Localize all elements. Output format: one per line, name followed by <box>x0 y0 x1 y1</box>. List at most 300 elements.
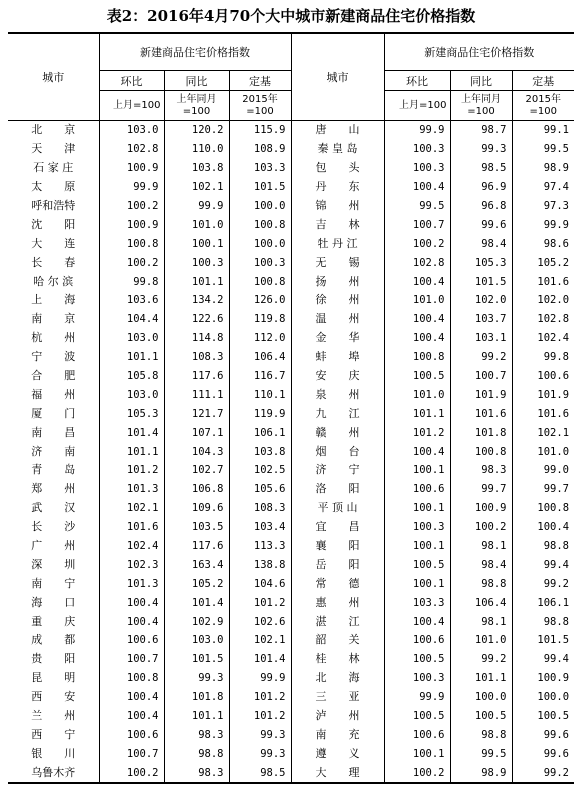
right-mom-cell: 101.1 <box>384 404 450 423</box>
left-fixed-cell: 104.6 <box>229 574 291 593</box>
left-yoy-cell: 111.1 <box>164 385 229 404</box>
left-city-cell: 乌鲁木齐 <box>31 765 76 779</box>
left-mom-cell: 100.2 <box>99 253 164 272</box>
fixed-base-left: 2015年=100 <box>229 91 291 121</box>
right-city-cell: 三 亚 <box>291 688 384 707</box>
left-fixed-cell: 100.0 <box>229 234 291 253</box>
right-mom-cell: 100.6 <box>384 631 450 650</box>
right-fixed-cell: 101.0 <box>512 442 574 461</box>
left-yoy-cell: 101.5 <box>164 650 229 669</box>
left-fixed-cell: 103.3 <box>229 159 291 178</box>
right-city-cell: 宜 昌 <box>291 518 384 537</box>
right-fixed-cell: 98.8 <box>512 612 574 631</box>
fixed-header-left: 定基 <box>229 71 291 91</box>
left-mom-cell: 101.2 <box>99 461 164 480</box>
left-yoy-cell: 98.3 <box>164 763 229 783</box>
left-mom-cell: 100.7 <box>99 744 164 763</box>
left-city-cell: 厦 门 <box>31 406 76 420</box>
city-header-right: 城市 <box>291 33 384 121</box>
right-mom-cell: 100.7 <box>384 215 450 234</box>
right-mom-cell: 102.8 <box>384 253 450 272</box>
left-city-cell: 哈 尔 滨 <box>33 274 74 288</box>
right-city-cell: 襄 阳 <box>291 537 384 556</box>
table-row <box>8 744 574 763</box>
left-mom-cell: 101.3 <box>99 480 164 499</box>
right-mom-cell: 100.1 <box>384 744 450 763</box>
right-fixed-cell: 99.2 <box>512 574 574 593</box>
left-city-cell: 宁 波 <box>31 350 76 364</box>
right-mom-cell: 100.4 <box>384 272 450 291</box>
right-city-cell: 泸 州 <box>291 707 384 726</box>
left-mom-cell: 102.4 <box>99 537 164 556</box>
left-fixed-cell: 105.6 <box>229 480 291 499</box>
left-yoy-cell: 122.6 <box>164 310 229 329</box>
left-city-cell: 广 州 <box>31 539 76 553</box>
right-fixed-cell: 99.7 <box>512 480 574 499</box>
right-city-cell: 牡 丹 江 <box>291 234 384 253</box>
right-yoy-cell: 99.3 <box>450 140 512 159</box>
right-fixed-cell: 98.8 <box>512 537 574 556</box>
left-city-cell: 大 连 <box>31 236 76 250</box>
right-fixed-cell: 100.0 <box>512 688 574 707</box>
left-fixed-cell: 100.3 <box>229 253 291 272</box>
left-mom-cell: 103.6 <box>99 291 164 310</box>
left-city-cell: 成 都 <box>31 633 76 647</box>
right-yoy-cell: 98.7 <box>450 121 512 140</box>
left-city-cell: 郑 州 <box>31 482 76 496</box>
right-mom-cell: 100.6 <box>384 480 450 499</box>
left-fixed-cell: 106.4 <box>229 348 291 367</box>
right-city-cell: 徐 州 <box>291 291 384 310</box>
right-mom-cell: 100.3 <box>384 518 450 537</box>
left-yoy-cell: 163.4 <box>164 555 229 574</box>
left-fixed-cell: 102.1 <box>229 631 291 650</box>
right-mom-cell: 100.3 <box>384 669 450 688</box>
left-fixed-cell: 100.8 <box>229 215 291 234</box>
index-group-header-left: 新建商品住宅价格指数 <box>99 33 291 71</box>
right-city-cell: 平 顶 山 <box>291 499 384 518</box>
right-city-cell: 岳 阳 <box>291 555 384 574</box>
left-fixed-cell: 119.8 <box>229 310 291 329</box>
left-yoy-cell: 109.6 <box>164 499 229 518</box>
table-row <box>8 555 574 574</box>
left-mom-cell: 105.8 <box>99 367 164 386</box>
left-mom-cell: 100.4 <box>99 612 164 631</box>
right-yoy-cell: 103.1 <box>450 329 512 348</box>
right-yoy-cell: 100.5 <box>450 707 512 726</box>
right-city-cell: 金 华 <box>291 329 384 348</box>
right-fixed-cell: 97.3 <box>512 197 574 216</box>
left-fixed-cell: 119.9 <box>229 404 291 423</box>
right-mom-cell: 100.3 <box>384 159 450 178</box>
table-row <box>8 574 574 593</box>
table-row <box>8 499 574 518</box>
left-yoy-cell: 102.1 <box>164 178 229 197</box>
index-group-header-right: 新建商品住宅价格指数 <box>384 33 574 71</box>
right-fixed-cell: 100.9 <box>512 669 574 688</box>
left-yoy-cell: 107.1 <box>164 423 229 442</box>
right-fixed-cell: 99.5 <box>512 140 574 159</box>
table-row <box>8 404 574 423</box>
table-row <box>8 140 574 159</box>
right-mom-cell: 100.5 <box>384 707 450 726</box>
left-city-cell: 昆 明 <box>31 671 76 685</box>
table-row <box>8 272 574 291</box>
left-mom-cell: 101.1 <box>99 348 164 367</box>
left-fixed-cell: 103.8 <box>229 442 291 461</box>
left-mom-cell: 100.9 <box>99 159 164 178</box>
right-yoy-cell: 98.4 <box>450 234 512 253</box>
right-fixed-cell: 99.8 <box>512 348 574 367</box>
right-city-cell: 九 江 <box>291 404 384 423</box>
left-yoy-cell: 117.6 <box>164 537 229 556</box>
right-yoy-cell: 98.9 <box>450 763 512 783</box>
left-fixed-cell: 103.4 <box>229 518 291 537</box>
right-yoy-cell: 102.0 <box>450 291 512 310</box>
yoy-header-left: 同比 <box>164 71 229 91</box>
table-row <box>8 612 574 631</box>
left-fixed-cell: 113.3 <box>229 537 291 556</box>
table-row <box>8 423 574 442</box>
right-yoy-cell: 99.2 <box>450 650 512 669</box>
left-yoy-cell: 114.8 <box>164 329 229 348</box>
right-yoy-cell: 99.5 <box>450 744 512 763</box>
table-row <box>8 234 574 253</box>
left-mom-cell: 99.8 <box>99 272 164 291</box>
right-yoy-cell: 101.1 <box>450 669 512 688</box>
right-city-cell: 安 庆 <box>291 367 384 386</box>
fixed-header-right: 定基 <box>512 71 574 91</box>
left-city-cell: 天 津 <box>31 142 76 156</box>
left-fixed-cell: 116.7 <box>229 367 291 386</box>
table-row <box>8 310 574 329</box>
left-city-cell: 石 家 庄 <box>33 161 74 175</box>
left-fixed-cell: 100.8 <box>229 272 291 291</box>
right-fixed-cell: 99.6 <box>512 744 574 763</box>
left-mom-cell: 100.8 <box>99 234 164 253</box>
right-fixed-cell: 99.9 <box>512 215 574 234</box>
table-row <box>8 631 574 650</box>
left-yoy-cell: 121.7 <box>164 404 229 423</box>
right-fixed-cell: 106.1 <box>512 593 574 612</box>
left-fixed-cell: 100.0 <box>229 197 291 216</box>
right-mom-cell: 99.9 <box>384 688 450 707</box>
right-city-cell: 包 头 <box>291 159 384 178</box>
yoy-header-right: 同比 <box>450 71 512 91</box>
right-city-cell: 洛 阳 <box>291 480 384 499</box>
left-city-cell: 呼和浩特 <box>31 199 76 212</box>
right-city-cell: 湛 江 <box>291 612 384 631</box>
left-yoy-cell: 103.0 <box>164 631 229 650</box>
left-yoy-cell: 104.3 <box>164 442 229 461</box>
left-fixed-cell: 138.8 <box>229 555 291 574</box>
left-yoy-cell: 98.3 <box>164 726 229 745</box>
left-city-cell: 长 春 <box>31 255 76 269</box>
left-city-cell: 沈 阳 <box>31 217 76 231</box>
table-row <box>8 763 574 783</box>
right-fixed-cell: 100.4 <box>512 518 574 537</box>
yoy-base-left: 上年同月=100 <box>164 91 229 121</box>
left-yoy-cell: 99.3 <box>164 669 229 688</box>
table-row <box>8 461 574 480</box>
left-mom-cell: 105.3 <box>99 404 164 423</box>
left-yoy-cell: 98.8 <box>164 744 229 763</box>
right-fixed-cell: 101.6 <box>512 272 574 291</box>
right-fixed-cell: 105.2 <box>512 253 574 272</box>
left-city-cell: 深 圳 <box>31 557 76 571</box>
left-fixed-cell: 126.0 <box>229 291 291 310</box>
left-fixed-cell: 112.0 <box>229 329 291 348</box>
table-row <box>8 367 574 386</box>
right-fixed-cell: 98.6 <box>512 234 574 253</box>
right-mom-cell: 99.9 <box>384 121 450 140</box>
left-city-cell: 重 庆 <box>31 614 76 628</box>
left-fixed-cell: 106.1 <box>229 423 291 442</box>
left-fixed-cell: 101.4 <box>229 650 291 669</box>
left-yoy-cell: 134.2 <box>164 291 229 310</box>
left-city-cell: 长 沙 <box>31 520 76 534</box>
right-mom-cell: 101.0 <box>384 385 450 404</box>
left-fixed-cell: 101.2 <box>229 688 291 707</box>
right-yoy-cell: 98.4 <box>450 555 512 574</box>
left-mom-cell: 103.0 <box>99 329 164 348</box>
right-fixed-cell: 100.6 <box>512 367 574 386</box>
right-fixed-cell: 99.4 <box>512 650 574 669</box>
table-row <box>8 329 574 348</box>
right-mom-cell: 100.4 <box>384 329 450 348</box>
left-city-cell: 西 安 <box>31 690 76 704</box>
left-city-cell: 杭 州 <box>31 331 76 345</box>
left-mom-cell: 101.6 <box>99 518 164 537</box>
right-city-cell: 桂 林 <box>291 650 384 669</box>
left-mom-cell: 101.1 <box>99 442 164 461</box>
right-yoy-cell: 99.2 <box>450 348 512 367</box>
right-city-cell: 遵 义 <box>291 744 384 763</box>
right-fixed-cell: 99.6 <box>512 726 574 745</box>
right-mom-cell: 100.8 <box>384 348 450 367</box>
table-row <box>8 688 574 707</box>
right-city-cell: 大 理 <box>291 763 384 783</box>
city-header-left: 城市 <box>8 33 99 121</box>
table-row <box>8 348 574 367</box>
right-fixed-cell: 99.1 <box>512 121 574 140</box>
right-yoy-cell: 103.7 <box>450 310 512 329</box>
table-body <box>8 121 574 784</box>
left-fixed-cell: 99.9 <box>229 669 291 688</box>
right-yoy-cell: 101.6 <box>450 404 512 423</box>
right-yoy-cell: 98.1 <box>450 537 512 556</box>
left-city-cell: 合 肥 <box>31 369 76 383</box>
right-mom-cell: 100.4 <box>384 310 450 329</box>
right-mom-cell: 100.1 <box>384 537 450 556</box>
left-city-cell: 西 宁 <box>31 727 76 741</box>
right-yoy-cell: 100.7 <box>450 367 512 386</box>
table-row <box>8 650 574 669</box>
table-row <box>8 480 574 499</box>
price-index-table <box>8 32 574 784</box>
table-row <box>8 215 574 234</box>
mom-base-right: 上月=100 <box>384 91 450 121</box>
right-mom-cell: 100.4 <box>384 442 450 461</box>
left-city-cell: 南 京 <box>31 312 76 326</box>
right-city-cell: 常 德 <box>291 574 384 593</box>
right-city-cell: 吉 林 <box>291 215 384 234</box>
right-yoy-cell: 96.9 <box>450 178 512 197</box>
right-fixed-cell: 101.9 <box>512 385 574 404</box>
left-mom-cell: 100.4 <box>99 688 164 707</box>
table-row <box>8 291 574 310</box>
table-row <box>8 121 574 140</box>
right-city-cell: 唐 山 <box>291 121 384 140</box>
right-mom-cell: 100.2 <box>384 763 450 783</box>
right-fixed-cell: 102.1 <box>512 423 574 442</box>
right-mom-cell: 100.1 <box>384 499 450 518</box>
left-yoy-cell: 108.3 <box>164 348 229 367</box>
table-row <box>8 707 574 726</box>
right-city-cell: 泉 州 <box>291 385 384 404</box>
right-city-cell: 北 海 <box>291 669 384 688</box>
right-fixed-cell: 99.4 <box>512 555 574 574</box>
left-mom-cell: 101.4 <box>99 423 164 442</box>
left-fixed-cell: 98.5 <box>229 763 291 783</box>
right-city-cell: 蚌 埠 <box>291 348 384 367</box>
right-mom-cell: 101.0 <box>384 291 450 310</box>
right-mom-cell: 99.5 <box>384 197 450 216</box>
table-row <box>8 159 574 178</box>
right-yoy-cell: 100.9 <box>450 499 512 518</box>
left-city-cell: 海 口 <box>31 595 76 609</box>
right-yoy-cell: 100.0 <box>450 688 512 707</box>
left-mom-cell: 100.4 <box>99 593 164 612</box>
left-mom-cell: 100.4 <box>99 707 164 726</box>
left-fixed-cell: 101.2 <box>229 593 291 612</box>
right-yoy-cell: 100.8 <box>450 442 512 461</box>
mom-base-left: 上月=100 <box>99 91 164 121</box>
left-mom-cell: 102.3 <box>99 555 164 574</box>
left-mom-cell: 100.6 <box>99 631 164 650</box>
table-row <box>8 385 574 404</box>
left-yoy-cell: 100.3 <box>164 253 229 272</box>
left-fixed-cell: 102.6 <box>229 612 291 631</box>
left-city-cell: 太 原 <box>31 180 76 194</box>
left-mom-cell: 102.1 <box>99 499 164 518</box>
left-city-cell: 青 岛 <box>31 463 76 477</box>
left-yoy-cell: 110.0 <box>164 140 229 159</box>
right-mom-cell: 101.2 <box>384 423 450 442</box>
left-city-cell: 南 宁 <box>31 576 76 590</box>
mom-header-right: 环比 <box>384 71 450 91</box>
left-city-cell: 上 海 <box>31 293 76 307</box>
right-yoy-cell: 101.0 <box>450 631 512 650</box>
right-city-cell: 南 充 <box>291 726 384 745</box>
left-fixed-cell: 101.2 <box>229 707 291 726</box>
left-yoy-cell: 101.0 <box>164 215 229 234</box>
left-city-cell: 北 京 <box>31 123 76 137</box>
left-mom-cell: 100.8 <box>99 669 164 688</box>
table-row <box>8 537 574 556</box>
left-yoy-cell: 99.9 <box>164 197 229 216</box>
left-city-cell: 南 昌 <box>31 425 76 439</box>
left-mom-cell: 100.2 <box>99 197 164 216</box>
left-yoy-cell: 117.6 <box>164 367 229 386</box>
right-mom-cell: 100.1 <box>384 461 450 480</box>
right-city-cell: 烟 台 <box>291 442 384 461</box>
left-fixed-cell: 108.3 <box>229 499 291 518</box>
right-mom-cell: 100.2 <box>384 234 450 253</box>
right-yoy-cell: 101.9 <box>450 385 512 404</box>
left-mom-cell: 102.8 <box>99 140 164 159</box>
left-yoy-cell: 120.2 <box>164 121 229 140</box>
right-fixed-cell: 100.8 <box>512 499 574 518</box>
left-fixed-cell: 108.9 <box>229 140 291 159</box>
right-fixed-cell: 102.0 <box>512 291 574 310</box>
right-mom-cell: 103.3 <box>384 593 450 612</box>
right-fixed-cell: 101.5 <box>512 631 574 650</box>
table-row <box>8 518 574 537</box>
left-yoy-cell: 100.1 <box>164 234 229 253</box>
left-yoy-cell: 103.5 <box>164 518 229 537</box>
left-mom-cell: 100.2 <box>99 763 164 783</box>
left-mom-cell: 103.0 <box>99 385 164 404</box>
left-yoy-cell: 105.2 <box>164 574 229 593</box>
yoy-base-right: 上年同月=100 <box>450 91 512 121</box>
right-mom-cell: 100.4 <box>384 178 450 197</box>
left-yoy-cell: 101.1 <box>164 707 229 726</box>
right-city-cell: 赣 州 <box>291 423 384 442</box>
left-yoy-cell: 106.8 <box>164 480 229 499</box>
right-yoy-cell: 99.6 <box>450 215 512 234</box>
table-row <box>8 669 574 688</box>
right-yoy-cell: 98.3 <box>450 461 512 480</box>
right-city-cell: 温 州 <box>291 310 384 329</box>
right-yoy-cell: 101.8 <box>450 423 512 442</box>
left-mom-cell: 103.0 <box>99 121 164 140</box>
right-city-cell: 济 宁 <box>291 461 384 480</box>
right-city-cell: 秦 皇 岛 <box>291 140 384 159</box>
table-row <box>8 197 574 216</box>
right-yoy-cell: 98.8 <box>450 574 512 593</box>
mom-header-left: 环比 <box>99 71 164 91</box>
left-yoy-cell: 102.9 <box>164 612 229 631</box>
fixed-base-right: 2015年=100 <box>512 91 574 121</box>
table-title: 表2：2016年4月70个大中城市新建商品住宅价格指数 <box>106 7 476 25</box>
left-mom-cell: 99.9 <box>99 178 164 197</box>
right-yoy-cell: 99.7 <box>450 480 512 499</box>
right-city-cell: 惠 州 <box>291 593 384 612</box>
right-fixed-cell: 101.6 <box>512 404 574 423</box>
left-city-cell: 济 南 <box>31 444 76 458</box>
right-fixed-cell: 100.5 <box>512 707 574 726</box>
right-fixed-cell: 102.8 <box>512 310 574 329</box>
right-city-cell: 扬 州 <box>291 272 384 291</box>
right-yoy-cell: 98.1 <box>450 612 512 631</box>
right-yoy-cell: 105.3 <box>450 253 512 272</box>
table-row <box>8 178 574 197</box>
right-fixed-cell: 99.2 <box>512 763 574 783</box>
left-city-cell: 武 汉 <box>31 501 76 515</box>
table-row <box>8 442 574 461</box>
left-fixed-cell: 99.3 <box>229 726 291 745</box>
right-mom-cell: 100.5 <box>384 367 450 386</box>
right-mom-cell: 100.3 <box>384 140 450 159</box>
left-fixed-cell: 99.3 <box>229 744 291 763</box>
left-yoy-cell: 101.4 <box>164 593 229 612</box>
right-mom-cell: 100.5 <box>384 555 450 574</box>
left-mom-cell: 100.9 <box>99 215 164 234</box>
right-yoy-cell: 98.5 <box>450 159 512 178</box>
right-mom-cell: 100.4 <box>384 612 450 631</box>
right-mom-cell: 100.6 <box>384 726 450 745</box>
